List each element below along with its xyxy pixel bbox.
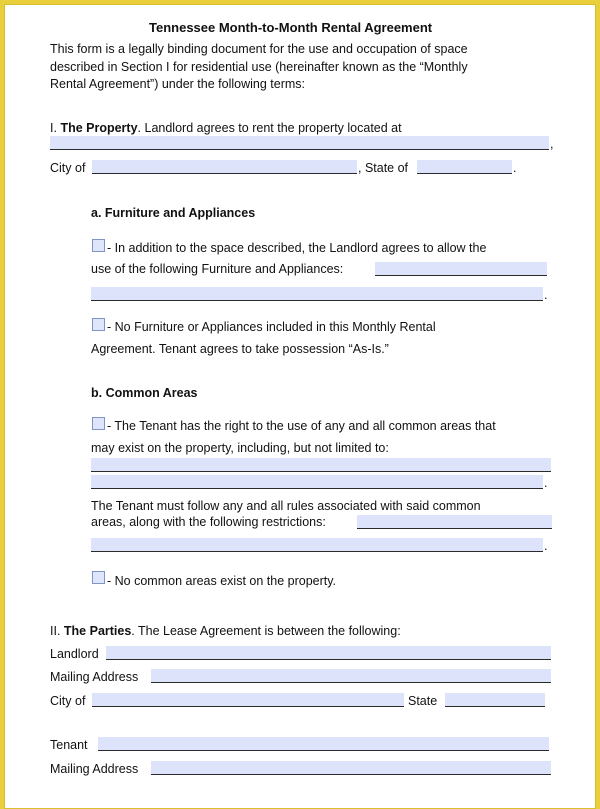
property-heading-number: I. (50, 121, 57, 135)
intro-line-2: described in Section I for residential use (hereinafter known as the “Monthly (50, 60, 468, 74)
property-address-field[interactable] (50, 136, 549, 150)
parties-heading-text: . The Lease Agreement is between the following: (131, 624, 401, 638)
tenant-label: Tenant (50, 738, 88, 752)
common-areas-restrictions-field-2[interactable] (91, 538, 543, 552)
furniture-list-field[interactable] (375, 262, 547, 276)
parties-heading (50, 624, 401, 639)
landlord-label: Landlord (50, 647, 99, 661)
landlord-mailing-field[interactable] (151, 669, 551, 683)
common-areas-list-field[interactable] (91, 458, 551, 472)
common-areas-option1-line2: may exist on the property, including, but not limited to: (91, 441, 389, 455)
landlord-mailing-label: Mailing Address (50, 670, 139, 684)
no-common-areas-checkbox[interactable] (92, 571, 105, 584)
common-areas-option1-line1: - The Tenant has the right to the use of any and all common areas that (107, 419, 496, 433)
furniture-included-checkbox[interactable] (92, 239, 105, 252)
common-areas-restrictions-period: . (544, 539, 548, 553)
common-areas-restrictions-field[interactable] (357, 515, 552, 529)
parties-heading-number: II. (50, 624, 61, 638)
furniture-option2-line2: Agreement. Tenant agrees to take possession “As-Is.” (91, 342, 389, 356)
tenant-mailing-label: Mailing Address (50, 762, 139, 776)
property-state-period: . (513, 161, 517, 175)
common-areas-list-field-2[interactable] (91, 475, 543, 489)
property-heading-text: . Landlord agrees to rent the property located at (137, 121, 402, 135)
common-areas-heading: b. Common Areas (91, 386, 198, 400)
landlord-city-field[interactable] (92, 693, 404, 707)
property-state-field[interactable] (417, 160, 512, 174)
property-state-label: , State of (358, 161, 409, 175)
rental-agreement-page (4, 4, 596, 809)
furniture-option1-line2: use of the following Furniture and Appliances: (91, 262, 344, 276)
landlord-state-field[interactable] (445, 693, 545, 707)
landlord-state-label: State (408, 694, 438, 708)
common-areas-list-period: . (544, 476, 548, 490)
property-heading-title: The Property (60, 121, 138, 135)
furniture-option2-line1: - No Furniture or Appliances included in this Monthly Rental (107, 320, 436, 334)
parties-heading-title: The Parties (63, 624, 132, 638)
furniture-list-field-2[interactable] (91, 287, 543, 301)
tenant-name-field[interactable] (98, 737, 549, 751)
common-areas-option2: - No common areas exist on the property. (107, 574, 337, 588)
property-address-comma: , (550, 137, 554, 151)
landlord-city-label: City of (50, 694, 86, 708)
common-areas-rules-line2: areas, along with the following restrictions: (91, 515, 326, 529)
furniture-option1-line1: - In addition to the space described, the Landlord agrees to allow the (107, 241, 487, 255)
property-city-field[interactable] (92, 160, 357, 174)
common-areas-allowed-checkbox[interactable] (92, 417, 105, 430)
property-heading (50, 121, 402, 136)
furniture-list-period: . (544, 288, 548, 302)
tenant-mailing-field[interactable] (151, 761, 551, 775)
common-areas-rules-line1: The Tenant must follow any and all rules associated with said common (91, 499, 481, 513)
no-furniture-checkbox[interactable] (92, 318, 105, 331)
document-title: Tennessee Month-to-Month Rental Agreement (149, 20, 433, 35)
landlord-name-field[interactable] (106, 646, 551, 660)
property-city-label: City of (50, 161, 86, 175)
intro-line-3: Rental Agreement”) under the following terms: (50, 77, 305, 91)
intro-line-1: This form is a legally binding document for the use and occupation of space (50, 42, 468, 56)
furniture-heading: a. Furniture and Appliances (91, 206, 256, 220)
